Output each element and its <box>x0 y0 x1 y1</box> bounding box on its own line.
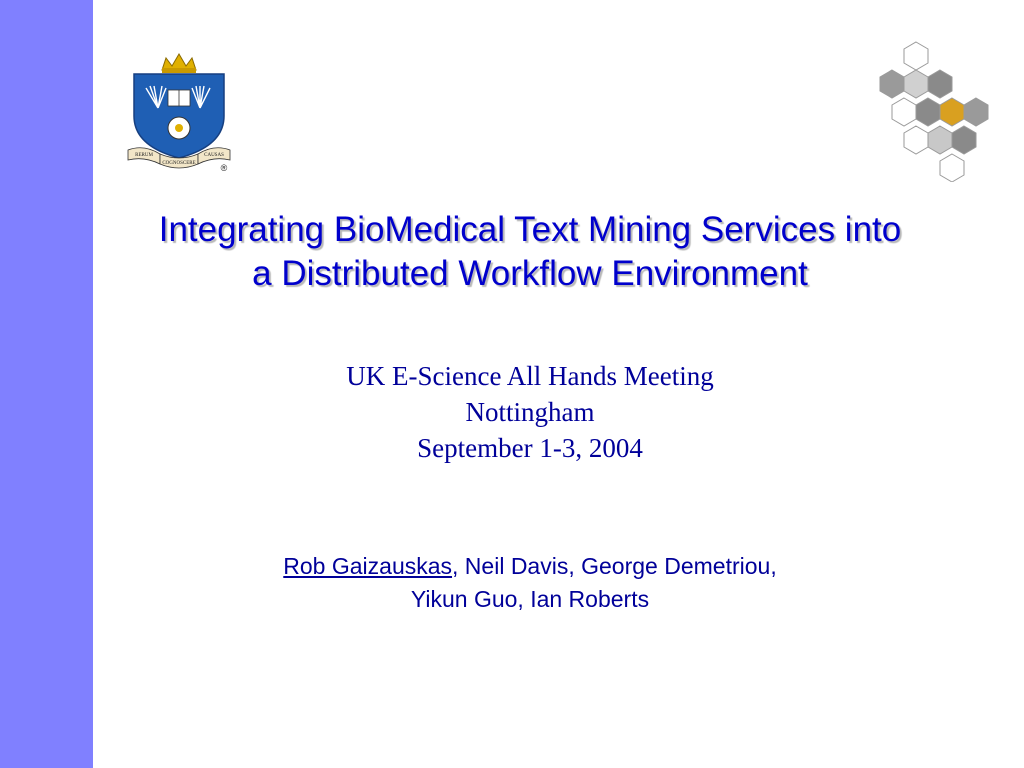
slide-title <box>100 208 960 296</box>
presenter-link[interactable]: Rob Gaizauskas <box>283 553 453 579</box>
motto-right: CAUSAS <box>204 153 224 158</box>
motto-left: RERUM <box>135 153 153 158</box>
title-line-1: Integrating BioMedical Text Mining Services into <box>158 210 902 249</box>
title-line-2: a Distributed Workflow Environment <box>252 254 808 293</box>
authors-line-2: Yikun Guo, Ian Roberts <box>410 586 650 612</box>
registered-mark: ® <box>220 163 228 173</box>
authors-rest: , Neil Davis, George Demetriou, <box>452 553 777 579</box>
event-location: Nottingham <box>465 397 595 427</box>
molecule-hexagons-icon <box>876 40 992 182</box>
motto-center: COGNOSCERE <box>162 161 196 166</box>
event-info <box>200 358 860 466</box>
university-crest-icon <box>124 50 234 174</box>
event-date: September 1-3, 2004 <box>417 433 643 463</box>
event-name: UK E-Science All Hands Meeting <box>346 361 714 391</box>
sidebar-band <box>0 0 93 768</box>
authors-line-1 <box>130 550 930 583</box>
author-list <box>130 550 930 616</box>
